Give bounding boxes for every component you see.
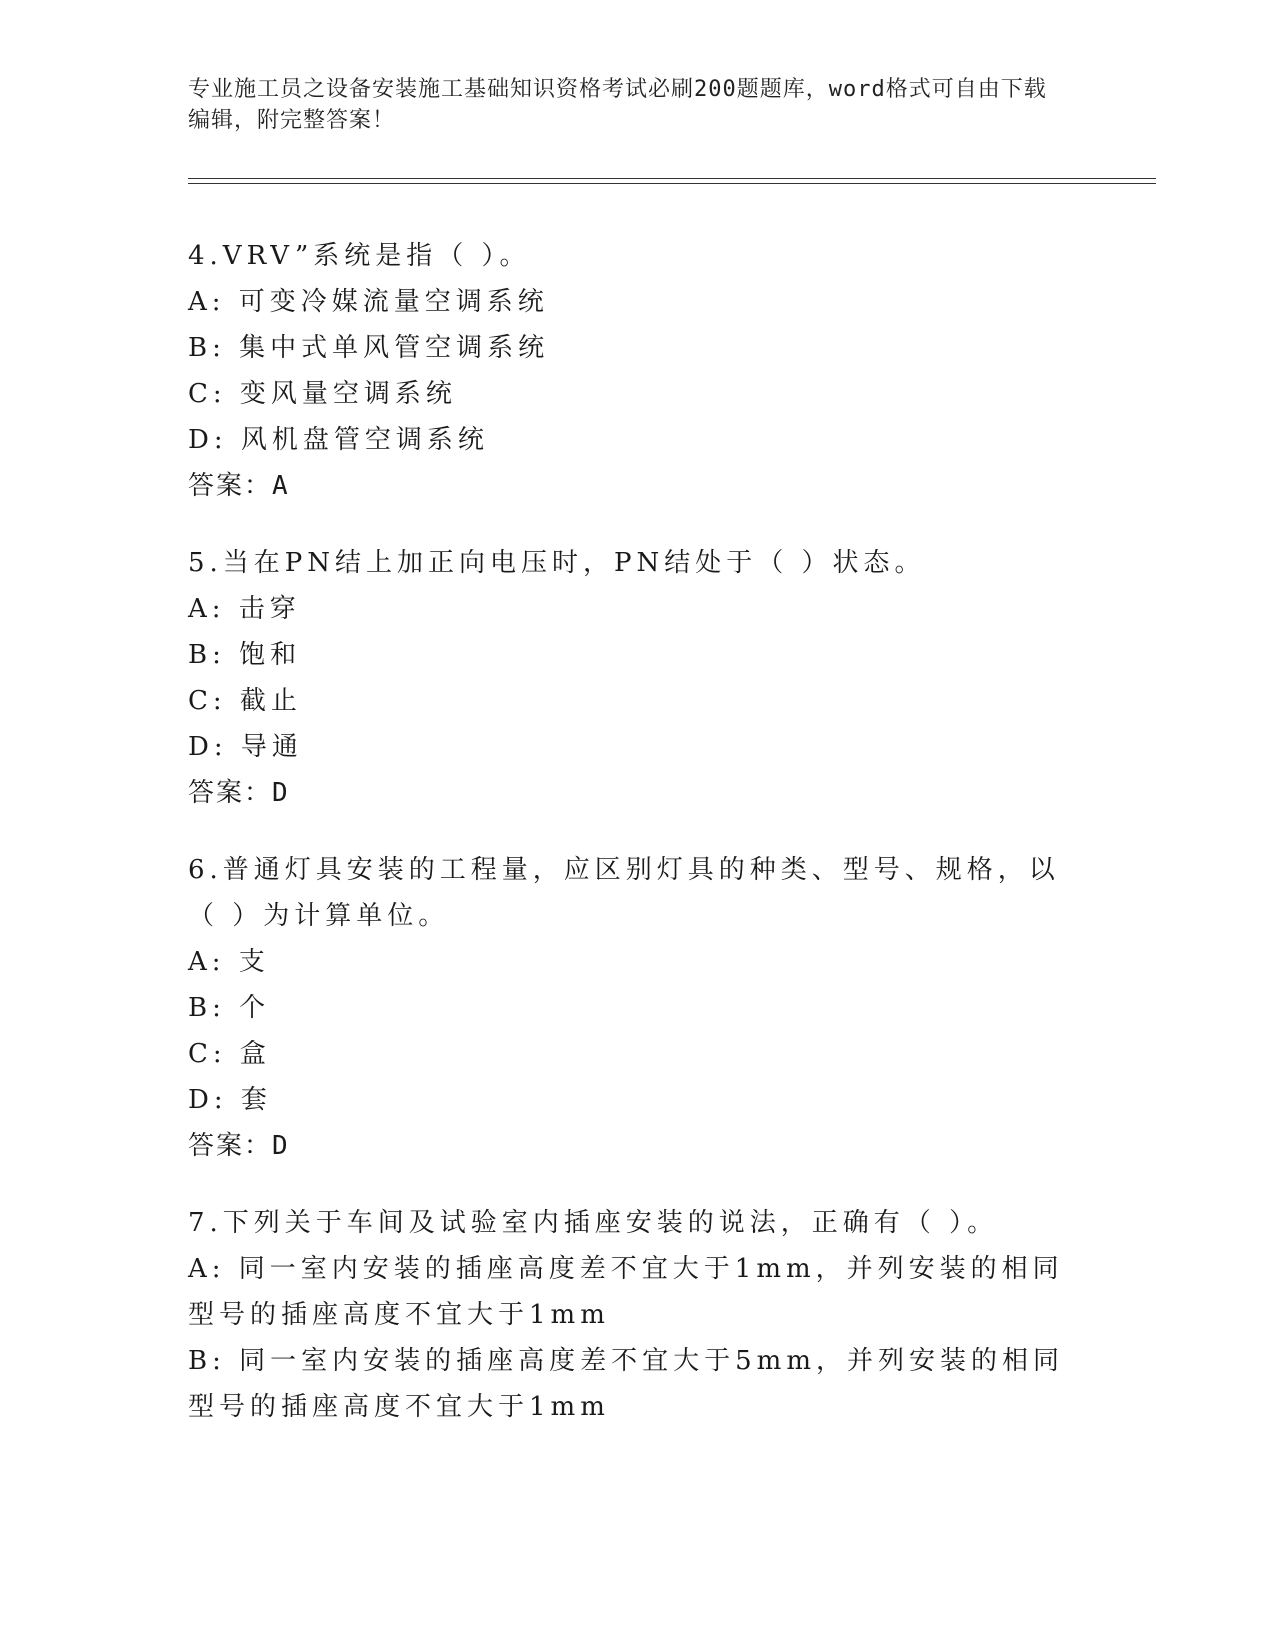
option-d: D: 导通 (188, 732, 303, 762)
question-item (188, 1200, 1068, 1430)
document-header: 专业施工员之设备安装施工基础知识资格考试必刷200题题库，word格式可自由下载编辑，附完整答案！ (188, 77, 1047, 133)
question-stem: 6.普通灯具安装的工程量，应区别灯具的种类、型号、规格，以（ ）为计算单位。 (188, 855, 1060, 931)
option-a: A: 击穿 (188, 594, 301, 624)
option-b: B: 同一室内安装的插座高度差不宜大于5mm，并列安装的相同型号的插座高度不宜大于1mm (188, 1346, 1064, 1422)
question-item (188, 233, 1068, 509)
option-a: A: 可变冷媒流量空调系统 (188, 287, 549, 317)
question-stem: 5.当在PN结上加正向电压时，PN结处于（ ）状态。 (188, 548, 926, 578)
question-item (188, 847, 1068, 1169)
option-d: D: 套 (188, 1085, 272, 1115)
option-b: B: 个 (188, 993, 271, 1023)
question-item (188, 540, 1068, 816)
answer-line: 答案：D (188, 778, 290, 808)
question-stem: 4.VRV”系统是指（ ）。 (188, 241, 531, 271)
question-stem: 7.下列关于车间及试验室内插座安装的说法，正确有（ ）。 (188, 1208, 999, 1238)
header-divider-top (188, 178, 1156, 179)
option-c: C: 变风量空调系统 (188, 379, 457, 409)
option-d: D: 风机盘管空调系统 (188, 425, 489, 455)
answer-line: 答案：D (188, 1131, 290, 1161)
option-a: A: 支 (188, 947, 270, 977)
option-b: B: 集中式单风管空调系统 (188, 333, 550, 363)
option-a: A: 同一室内安装的插座高度差不宜大于1mm，并列安装的相同型号的插座高度不宜大于1mm (188, 1254, 1064, 1330)
option-b: B: 饱和 (188, 640, 302, 670)
answer-line: 答案：A (188, 471, 290, 501)
header-divider-bottom (188, 183, 1156, 184)
option-c: C: 盒 (188, 1039, 271, 1069)
question-list (188, 233, 1068, 1461)
option-c: C: 截止 (188, 686, 302, 716)
